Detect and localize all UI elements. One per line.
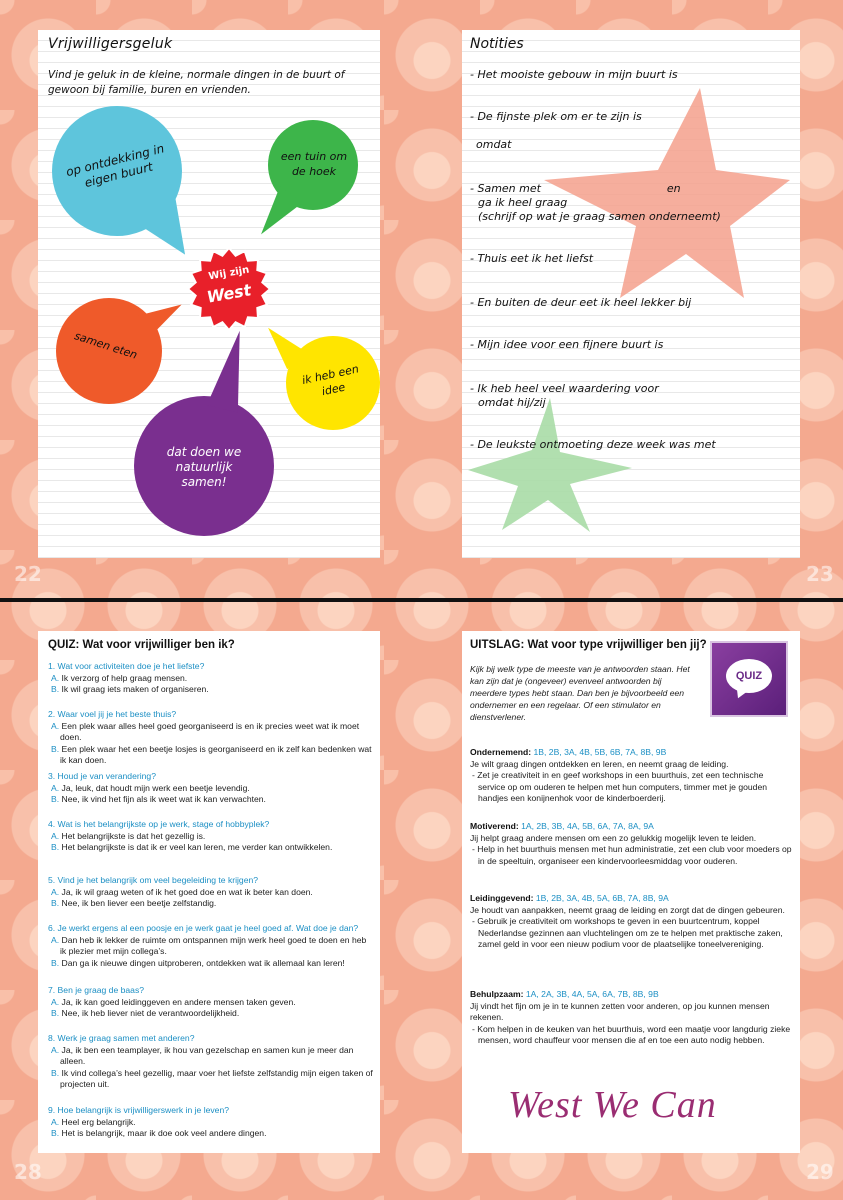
answer-a-text: Ja, ik kan goed leidinggeven en andere mensen taken geven. — [61, 996, 296, 1007]
question-text: 7. Ben je graag de baas? — [48, 985, 145, 995]
answer-b[interactable] — [48, 898, 374, 910]
note-line: - De leukste ontmoeting deze week was met — [470, 438, 716, 451]
answer-b-text: Ik vind collega’s heel gezellig, maar voer het liefste zelfstandig mijn eigen taken of projecten uit. — [60, 1067, 373, 1089]
quiz-question — [48, 819, 374, 854]
bubble-purple-tail — [207, 327, 257, 412]
note-line: - Mijn idee voor een fijnere buurt is — [470, 338, 664, 351]
type-name: Behulpzaam: — [470, 989, 524, 999]
answer-b-letter: B. — [51, 743, 60, 754]
note-line: - Ik heb heel veel waardering voor — [470, 382, 659, 395]
question-text: 5. Vind je het belangrijk om veel begeleiding te krijgen? — [48, 875, 259, 885]
result-title-text: Wat voor type vrijwilliger ben jij? — [527, 639, 707, 651]
result-title-prefix: UITSLAG: — [470, 639, 525, 651]
result-intro: Kijk bij welk type de meeste van je antwoorden staan. Het kan zijn dat je (ongeveer) evenveel antwoorden bij meerdere types hebt staan. Dan ben je bijvoorbeeld een ondernemer en een regelaar. Of een stimulator en dienstverlener. — [470, 664, 690, 722]
page-quiz — [38, 631, 380, 1153]
bubble-purple-label: dat doen we natuurlijk samen! — [166, 444, 242, 489]
quiz-question — [48, 875, 374, 910]
answer-b[interactable] — [48, 684, 374, 696]
answer-a-letter: A. — [51, 1116, 60, 1127]
answer-a[interactable] — [48, 887, 374, 899]
answer-b-text: Nee, ik ben liever een beetje zelfstandig. — [61, 898, 217, 908]
spread-divider — [0, 598, 843, 602]
page-title: Notities — [470, 36, 524, 52]
quiz-question — [48, 771, 374, 806]
type-heading — [470, 821, 792, 833]
answer-b-letter: B. — [51, 957, 60, 968]
answer-b-text: Het belangrijkste is dat ik er veel kan leren, me verder kan ontwikkelen. — [61, 842, 333, 852]
answer-b[interactable] — [48, 794, 374, 806]
page-vrijwilligersgeluk — [38, 30, 380, 558]
note-line: omdat — [476, 138, 512, 151]
type-codes: 1B, 2B, 3A, 4B, 5B, 6B, 7A, 8B, 9B — [533, 747, 667, 757]
answer-b[interactable] — [48, 842, 374, 854]
question-text: 8. Werk je graag samen met anderen? — [48, 1033, 195, 1043]
answer-b-letter: B. — [51, 684, 60, 694]
bubble-orange-label: samen eten — [72, 328, 140, 362]
answer-a-text: Heel erg belangrijk. — [61, 1116, 136, 1127]
quiz-question — [48, 661, 374, 696]
quiz-badge-label: QUIZ — [735, 670, 763, 682]
type-name: Motiverend: — [470, 821, 519, 831]
answer-a-letter: A. — [51, 886, 60, 897]
answer-b-letter: B. — [51, 1008, 60, 1018]
type-codes: 1B, 2B, 3A, 4B, 5A, 6B, 7A, 8B, 9A — [535, 893, 669, 903]
question-text: 2. Waar voel jij je het beste thuis? — [48, 709, 177, 719]
answer-a-text: Ja, leuk, dat houdt mijn werk een beetje levendig. — [61, 782, 250, 793]
answer-a-text: Ja, ik wil graag weten of ik het goed doe en wat ik beter kan doen. — [61, 886, 313, 897]
page-number: 28 — [14, 1160, 42, 1184]
answer-a[interactable] — [48, 783, 374, 795]
answer-b[interactable] — [48, 958, 374, 970]
answer-a[interactable] — [48, 997, 374, 1009]
bubble-blue-label: op ontdekking in eigen buurt — [64, 141, 166, 191]
result-type — [470, 747, 792, 805]
answer-a-letter: A. — [51, 672, 60, 683]
note-line: - Thuis eet ik het liefst — [470, 252, 594, 265]
quiz-badge-icon — [710, 641, 788, 717]
question-text: 4. Wat is het belangrijkste op je werk, stage of hobbyplek? — [48, 819, 270, 829]
wij-zijn-west-badge — [186, 246, 272, 332]
page-uitslag — [462, 631, 800, 1153]
type-description: Je houdt van aanpakken, neemt graag de leiding en zorgt dat de dingen gebeuren. — [470, 904, 785, 915]
question-text: 9. Hoe belangrijk is vrijwilligerswerk in je leven? — [48, 1105, 230, 1115]
answer-b-text: Nee, ik heb liever niet de verantwoordelijkheid. — [61, 1008, 240, 1018]
bubble-yellow-label: ik heb een idee — [300, 362, 360, 399]
answer-a[interactable] — [48, 935, 374, 958]
question-text: 1. Wat voor activiteiten doe je het liefste? — [48, 661, 205, 671]
answer-a-letter: A. — [51, 934, 60, 945]
type-suggestion: - Kom helpen in de keuken van het buurthuis, word een maatje voor langdurig zieke mensen, word chauffeur voor mensen die af en toe een auto nodig hebben. — [472, 1023, 791, 1045]
answer-a-letter: A. — [51, 782, 60, 793]
note-line: (schrijf op wat je graag samen onderneemt) — [478, 210, 721, 223]
quiz-question — [48, 1105, 374, 1140]
answer-b-letter: B. — [51, 898, 60, 908]
type-heading — [470, 989, 792, 1001]
quiz-question — [48, 985, 374, 1020]
page-title: Vrijwilligersgeluk — [48, 36, 173, 52]
answer-a[interactable] — [48, 1117, 374, 1129]
quiz-question — [48, 923, 374, 969]
answer-a-letter: A. — [51, 996, 60, 1007]
result-title — [470, 639, 707, 651]
answer-b-letter: B. — [51, 1128, 60, 1138]
answer-b[interactable] — [48, 1068, 374, 1091]
type-name: Ondernemend: — [470, 747, 532, 757]
answer-b[interactable] — [48, 744, 374, 767]
quiz-title — [48, 639, 235, 651]
result-type — [470, 989, 792, 1047]
type-heading — [470, 747, 792, 759]
answer-a[interactable] — [48, 831, 374, 843]
type-description: Jij vindt het fijn om je in te kunnen zetten voor anderen, op jou kunnen mensen rekenen. — [470, 1000, 770, 1022]
quiz-question — [48, 1033, 374, 1091]
answer-a-text: Ja, ik ben een teamplayer, ik hou van gezelschap en samen kun je meer dan alleen. — [60, 1044, 354, 1066]
answer-b[interactable] — [48, 1008, 374, 1020]
page-number: 23 — [806, 562, 834, 586]
answer-b-letter: B. — [51, 794, 60, 804]
answer-b[interactable] — [48, 1128, 374, 1140]
answer-b-letter: B. — [51, 1067, 60, 1078]
page-number: 22 — [14, 562, 42, 586]
answer-a[interactable] — [48, 1045, 374, 1068]
type-description: Je wilt graag dingen ontdekken en leren, en neemt graag de leiding. — [470, 758, 729, 769]
quiz-question — [48, 709, 374, 767]
result-type — [470, 893, 792, 951]
answer-a-text: Het belangrijkste is dat het gezellig is. — [61, 830, 206, 841]
type-suggestion: - Help in het buurthuis mensen met hun administratie, zet een club voor moeders op in de speeltuin, organiseer een kindervoorleesmiddag voor ouderen. — [472, 844, 792, 866]
note-line: - Samen met en — [470, 182, 681, 195]
quiz-title-prefix: QUIZ: — [48, 639, 80, 651]
intro-text: Vind je geluk in de kleine, normale dingen in de buurt of gewoon bij familie, buren en vrienden. — [48, 69, 345, 96]
type-description: Jij helpt graag andere mensen om een zo gelukkig mogelijk leven te leiden. — [470, 832, 757, 843]
note-line: - Het mooiste gebouw in mijn buurt is — [470, 68, 678, 81]
question-text: 6. Je werkt ergens al een poosje en je werk gaat je heel goed af. Wat doe je dan? — [48, 923, 359, 933]
answer-a-letter: A. — [51, 1044, 60, 1055]
answer-b-text: Het is belangrijk, maar ik doe ook veel andere dingen. — [61, 1128, 267, 1138]
answer-a[interactable] — [48, 673, 374, 685]
quiz-title-text: Wat voor vrijwilliger ben ik? — [82, 639, 235, 651]
type-name: Leidinggevend: — [470, 893, 534, 903]
bubble-green-label: een tuin om de hoek — [280, 150, 348, 178]
type-suggestion: - Zet je creativiteit in en geef workshops in een buurthuis, zet een technische service op om ouderen te helpen met hun computers, timmer met je gouden handjes een konijnenhok voor de kinderboerderij. — [472, 770, 767, 803]
type-codes: 1A, 2B, 3B, 4A, 5B, 6A, 7A, 8A, 9A — [521, 821, 654, 831]
type-suggestion: - Gebruik je creativiteit om workshops te geven in een buurtcentrum, koppel Nederlandse gezinnen aan vluchtelingen om ze te helpen met praktische zaken, zamel geld in voor een nieuw podium voor de plaatselijke toneelvereniging. — [472, 916, 783, 949]
answer-a-letter: A. — [51, 720, 60, 731]
note-line: - De fijnste plek om er te zijn is — [470, 110, 642, 123]
badge-line2: West — [205, 280, 253, 307]
west-we-can-logo: West We Can — [508, 1084, 717, 1126]
note-line: ga ik heel graag — [478, 196, 568, 209]
answer-b-text: Ik wil graag iets maken of organiseren. — [61, 684, 209, 694]
answer-b-text: Dan ga ik nieuwe dingen uitproberen, ontdekken wat ik allemaal kan leren! — [61, 957, 345, 968]
page-number: 29 — [806, 1160, 834, 1184]
badge-line1: Wij zijn — [207, 264, 251, 283]
page-notities — [462, 30, 800, 558]
type-heading — [470, 893, 792, 905]
answer-a-text: Ik verzorg of help graag mensen. — [61, 672, 188, 683]
answer-a-text: Dan heb ik lekker de ruimte om ontspannen mijn werk heel goed te doen en heb ik plezier met mijn collega’s. — [60, 934, 367, 956]
answer-b-text: Nee, ik vind het fijn als ik weet wat ik kan verwachten. — [61, 794, 266, 804]
type-codes: 1A, 2A, 3B, 4A, 5A, 6A, 7B, 8B, 9B — [525, 989, 659, 999]
answer-b-letter: B. — [51, 842, 60, 852]
answer-b-text: Een plek waar het een beetje losjes is georganiseerd en ik zelf kan bedenken wat ik kan doen. — [60, 743, 372, 765]
result-type — [470, 821, 792, 867]
small-star-icon — [468, 398, 632, 532]
note-line: - En buiten de deur eet ik heel lekker bij — [470, 296, 692, 309]
answer-a[interactable] — [48, 721, 374, 744]
answer-a-text: Een plek waar alles heel goed georganiseerd is en ik precies weet wat ik moet doen. — [60, 720, 360, 742]
answer-a-letter: A. — [51, 830, 60, 841]
question-text: 3. Houd je van verandering? — [48, 771, 156, 781]
note-line: omdat hij/zij — [478, 396, 546, 409]
